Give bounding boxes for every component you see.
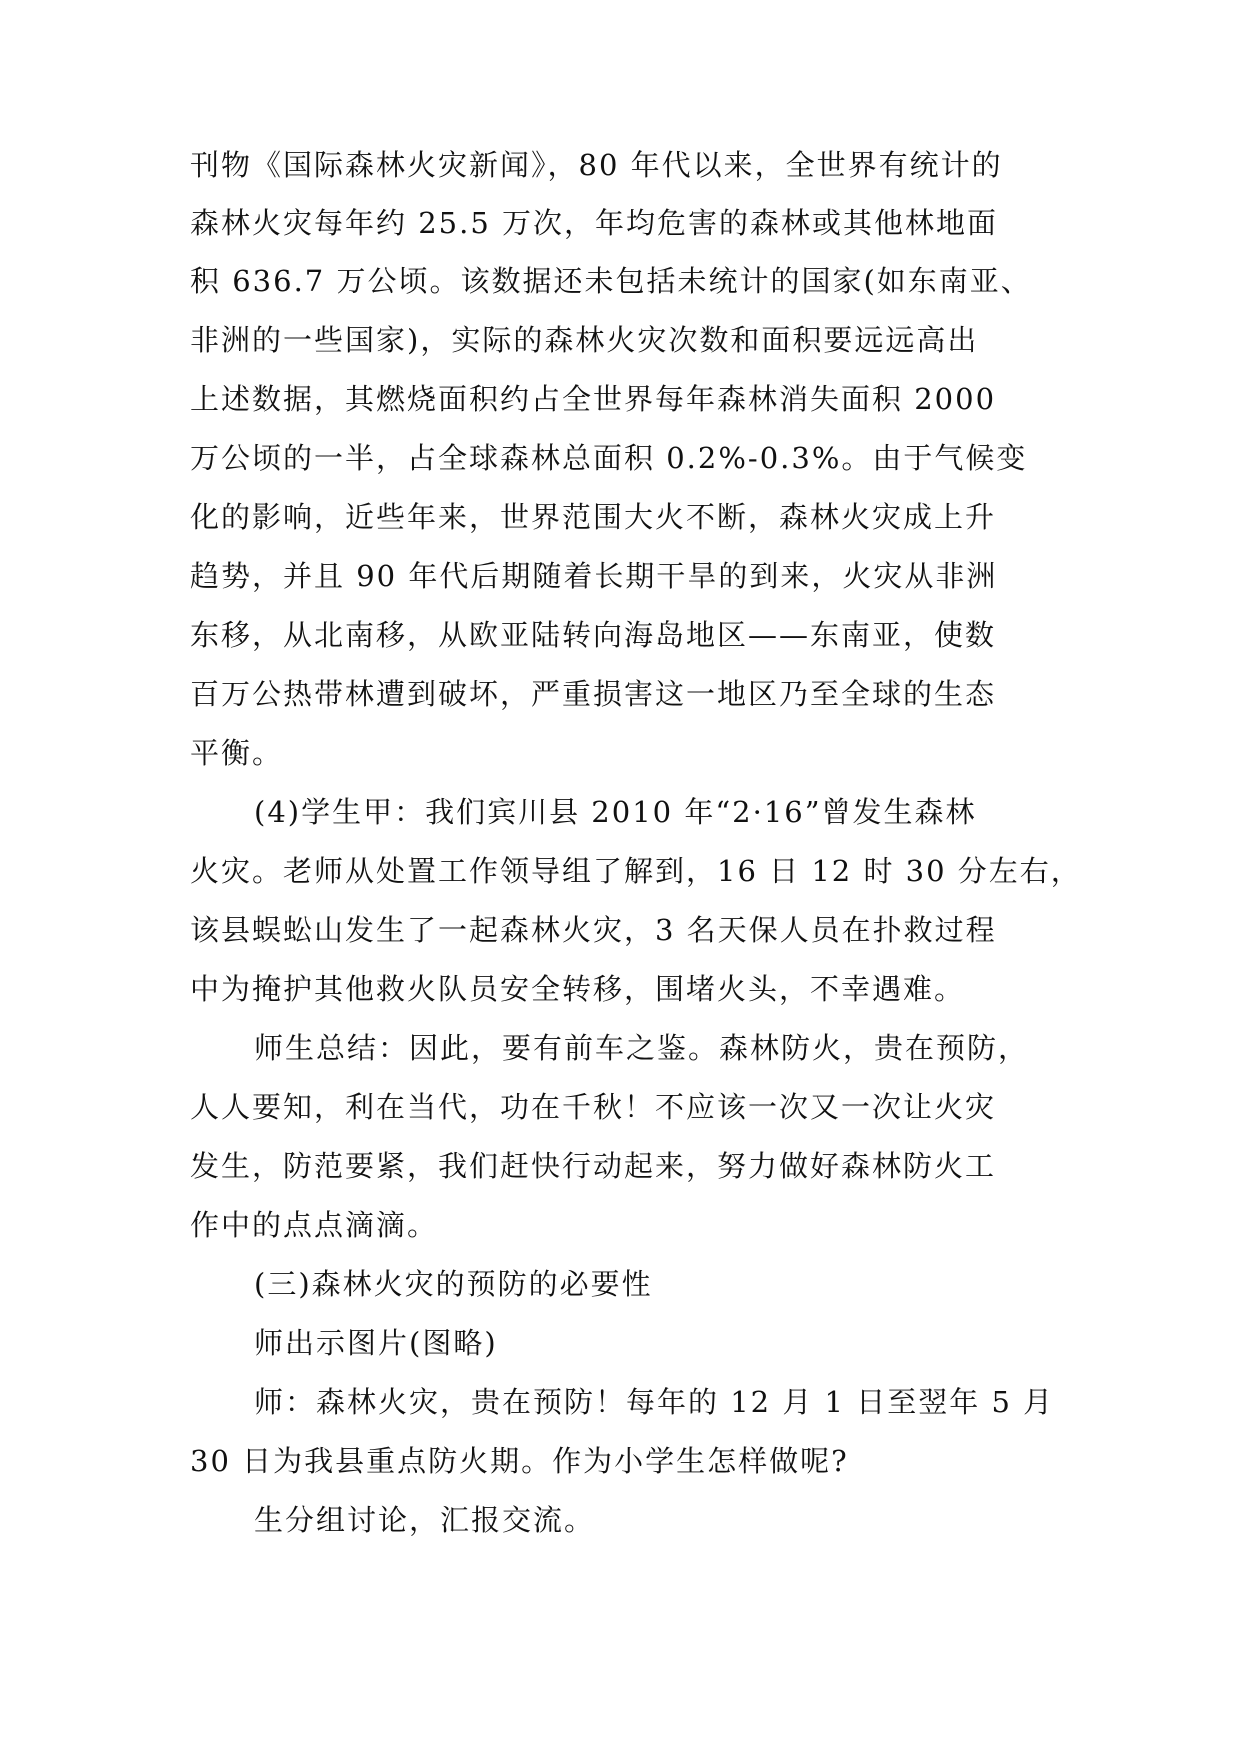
text-line: 火灾。老师从处置工作领导组了解到，16 日 12 时 30 分左右，	[190, 854, 1082, 888]
text-line: 上述数据，其燃烧面积约占全世界每年森林消失面积 2000	[190, 382, 997, 416]
text-line: 30 日为我县重点防火期。作为小学生怎样做呢?	[190, 1444, 849, 1478]
text-line: 化的影响，近些年来，世界范围大火不断，森林火灾成上升	[190, 500, 997, 534]
text-line: (4)学生甲：我们宾川县 2010 年“2·16”曾发生森林	[254, 795, 977, 829]
text-line: 趋势，并且 90 年代后期随着长期干旱的到来，火灾从非洲	[190, 559, 998, 593]
text-line: 中为掩护其他救火队员安全转移，围堵火头，不幸遇难。	[190, 972, 966, 1006]
text-line: 该县蜈蚣山发生了一起森林火灾，3 名天保人员在扑救过程	[190, 913, 997, 947]
text-line: 作中的点点滴滴。	[190, 1208, 439, 1242]
text-line: 刊物《国际森林火灾新闻》，80 年代以来，全世界有统计的	[190, 148, 1003, 182]
text-line: 师生总结：因此，要有前车之鉴。森林防火，贵在预防，	[254, 1031, 1030, 1065]
text-line: 师：森林火灾，贵在预防！每年的 12 月 1 日至翌年 5 月	[254, 1385, 1055, 1419]
text-line: 森林火灾每年约 25.5 万次，年均危害的森林或其他林地面	[190, 206, 999, 240]
text-line: 万公顷的一半，占全球森林总面积 0.2%-0.3%。由于气候变	[190, 441, 1028, 475]
text-line: 非洲的一些国家)，实际的森林火灾次数和面积要远远高出	[190, 323, 979, 357]
text-line: 师出示图片(图略)	[254, 1326, 498, 1360]
text-line: 平衡。	[190, 736, 284, 770]
text-line: 百万公热带林遭到破坏，严重损害这一地区乃至全球的生态	[190, 677, 997, 711]
section-heading: (三)森林火灾的预防的必要性	[254, 1267, 653, 1301]
text-line: 人人要知，利在当代，功在千秋！不应该一次又一次让火灾	[190, 1090, 997, 1124]
text-line: 东移，从北南移，从欧亚陆转向海岛地区——东南亚，使数	[190, 618, 997, 652]
text-line: 生分组讨论，汇报交流。	[254, 1503, 596, 1537]
text-line: 积 636.7 万公顷。该数据还未包括未统计的国家(如东南亚、	[190, 264, 1032, 298]
text-line: 发生，防范要紧，我们赶快行动起来，努力做好森林防火工	[190, 1149, 997, 1183]
